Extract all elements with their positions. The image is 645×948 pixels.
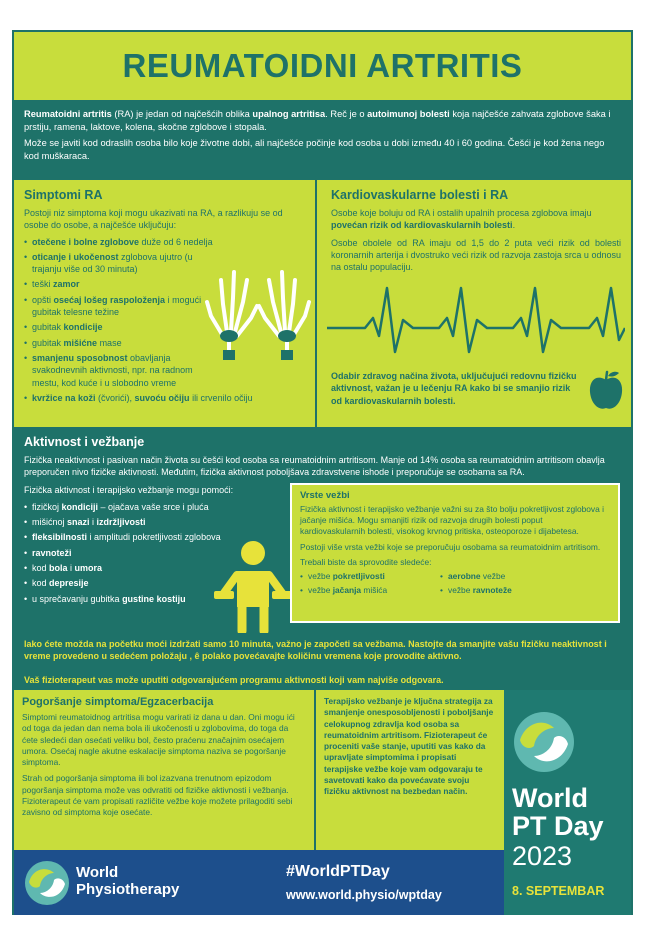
exercise-types-title: Vrste vežbi (300, 490, 350, 501)
activity-benefit-item: • u sprečavanju gubitka gustine kostiju (24, 593, 224, 605)
world-pt-day-panel (504, 690, 631, 915)
therapy-note-text: Terapijsko vežbanje je ključna strategija za smanjenje onesposobljenosti i poboljšanje celokupnog zdravlja kod osoba sa reumatoidnim artritisom. Fizioterapeut će proceniti vaše stanje, uputiti vas kako da upravljate simptomima i propisati terapijske vežbe koje vam odgovaraju te savetovati kako da povećavate svoju fizičku aktivnost na bezbedan način. (324, 696, 494, 797)
footer-url[interactable]: www.world.physio/wptday (286, 888, 442, 902)
activity-benefit-item: • kod depresije (24, 577, 224, 589)
cardio-paragraph-2: Osobe obolele od RA imaju od 1,5 do 2 puta veći rizik od bolesti koronarnih arterija i dvostruko veći rizik od razvoja zastoja srca u odnosu na ostalu populaciju. (331, 237, 621, 273)
symptom-item: • opšti osećaj lošeg raspoloženja i mogući gubitak telesne težine (24, 294, 202, 319)
exercise-types-paragraph-2: Postoji više vrsta vežbi koje se preporučuju osobama sa reumatoidnim artritisom. (300, 541, 601, 552)
symptoms-intro: Postoji niz simptoma koji mogu ukazivati na RA, a razlikuju se od osobe do osobe, a najčešće uključuju: (24, 208, 283, 231)
wptday-year: 2023 (512, 841, 573, 871)
activity-benefit-item: • fizičkoj kondiciji – ojačava vaše srce i pluća (24, 501, 224, 513)
activity-benefit-item: • ravnoteži (24, 547, 224, 559)
wptday-line1: World (512, 783, 588, 813)
cardio-title: Kardiovaskularne bolesti i RA (331, 188, 509, 202)
exercise-types-list-right (440, 571, 590, 599)
activity-paragraph-1: Fizička neaktivnost i pasivan način života su češći kod osoba sa reumatoidnim artritisom. Manje od 14% osoba sa reumatoidnim artritisom obavlja preporučen nivo fizičke aktivnosti. Međutim, fizička aktivnost poboljšava zdravstvene ishode i preporučuje se osobama sa RA. (24, 455, 605, 478)
symptoms-section (14, 180, 317, 427)
flare-paragraph-1: Simptomi reumatoidnog artritisa mogu varirati iz dana u dan. Oni mogu ići od toga da jedan dan nema bola ili ukočenosti u zglobovima, do toga da ćete sledeći dan osećati veliku bol, često praćenu značajnim osećajem umora. Osećaj nagle akutne eskalacije simptoma naziva se pogoršanje simptoma. (22, 712, 295, 768)
intro-paragraph-1: Reumatoidni artritis (RA) je jedan od najčešćih oblika upalnog artritisa. Reč je o autoimunoj bolesti koja najčešće zahvata zglobove šaka i prstiju, ramena, laktove, kolena, skočne zglobove i stopala. (24, 109, 611, 132)
activity-paragraph-2: Fizička aktivnost i terapijsko vežbanje mogu pomoći: (24, 484, 234, 495)
footer-brand-line2: Physiotherapy (76, 881, 180, 898)
symptom-item: • teški zamor (24, 278, 202, 290)
exercise-types-box (290, 483, 620, 623)
symptom-item: • kvržice na koži (čvorići), suvoću očiju ili crvenilo očiju (24, 392, 314, 404)
symptom-item: • smanjenu sposobnost obavljanja svakodnevnih aktivnosti, npr. na radnom mestu, kod kuće i u slobodno vreme (24, 352, 202, 389)
apple-icon (587, 370, 625, 412)
flare-title: Pogoršanje simptoma/Egzacerbacija (22, 696, 214, 708)
intro-paragraph-2: Može se javiti kod odraslih osoba bilo koje životne dobi, ali najčešće počinje kod osoba u dobi između 40 i 60 godina. Češći je kod žena nego kod muškaraca. (24, 138, 605, 161)
person-dumbbells-icon (214, 537, 292, 633)
page-title: REUMATOIDNI ARTRITIS (122, 47, 523, 84)
cardio-section (317, 180, 631, 427)
activity-benefit-item: • fleksibilnosti i amplitudi pokretljivosti zglobova (24, 531, 224, 543)
exercise-type-item: • vežbe jačanja mišića (300, 585, 440, 596)
hands-xray-icon (199, 266, 317, 362)
footer-hashtag: #WorldPTDay (286, 863, 390, 880)
activity-highlight-2: Vaš fizioterapeut vas može uputiti odgovarajućem programu aktivnosti koji vam najviše odgovara. (24, 675, 444, 685)
activity-benefit-item: • kod bola i umora (24, 562, 224, 574)
exercise-type-item: • vežbe ravnoteže (440, 585, 590, 596)
cardio-bold-note: Odabir zdravog načina života, uključujući redovnu fizičku aktivnost, važan je u lečenju RA kako bi se smanjio rizik od kardiovaskularnih bolesti. (331, 371, 577, 406)
activity-benefit-item: • mišićnoj snazi i izdržljivosti (24, 516, 224, 528)
activity-title: Aktivnost i vežbanje (24, 435, 145, 449)
exercise-type-item: • vežbe pokretljivosti (300, 571, 440, 582)
title-banner (14, 32, 631, 100)
symptom-item: • gubitak kondicije (24, 321, 202, 333)
exercise-types-list-left (300, 571, 440, 599)
wptday-line2: PT Day (512, 811, 604, 841)
heartbeat-line-icon (327, 280, 625, 360)
symptom-item: • oticanje i ukočenost zglobova ujutro (u trajanju više od 30 minuta) (24, 251, 202, 276)
world-physiotherapy-logo-icon (24, 860, 70, 906)
exercise-types-paragraph-1: Fizička aktivnost i terapijsko vežbanje važni su za što bolju pokretljivost zglobova i jačanje mišića. Mogu smanjiti rizik od razvoja drugih bolesti poput kardiovaskularnih bolesti, visokog krvnog pritiska, osteoporoze i dijabetesa. (300, 504, 604, 537)
intro-section (14, 100, 631, 180)
flare-section (14, 690, 314, 850)
wptday-date: 8. SEPTEMBAR (512, 884, 605, 898)
flare-paragraph-2: Strah od pogoršanja simptoma ili bol izazvana trenutnom epizodom pogoršanja simptoma može vas odvratiti od fizičke aktivnosti i vežbanja. Fizioterapeut će vam propisati različite vežbe koje možete prilagoditi sebi zavisno od simptoma koje osećate. (22, 773, 293, 818)
symptom-item: • gubitak mišićne mase (24, 337, 202, 349)
world-pt-logo-icon (512, 710, 576, 774)
activity-benefits-list (24, 501, 224, 605)
activity-section (14, 427, 631, 690)
therapy-note-box (314, 690, 504, 850)
footer-bar (14, 850, 504, 915)
footer-brand-line1: World (76, 864, 119, 881)
exercise-types-paragraph-3: Trebali biste da sprovodite sledeće: (300, 556, 432, 567)
symptom-item: • otečene i bolne zglobove duže od 6 nedelja (24, 236, 307, 248)
cardio-paragraph-1: Osobe koje boluju od RA i ostalih upalnih procesa zglobova imaju povećan rizik od kardiovaskularnih bolesti. (331, 208, 592, 231)
symptoms-title: Simptomi RA (24, 188, 103, 202)
activity-highlight-1: lako ćete možda na početku moći izdržati samo 10 minuta, važno je započeti sa vežbama. Nastojte da smanjite vašu fizičku neaktivnost i vreme provedeno u sedećem položaju , ê polako povećavajte količinu vremena koje provodite aktivno. (24, 639, 607, 661)
exercise-type-item: • aerobne vežbe (440, 571, 590, 582)
